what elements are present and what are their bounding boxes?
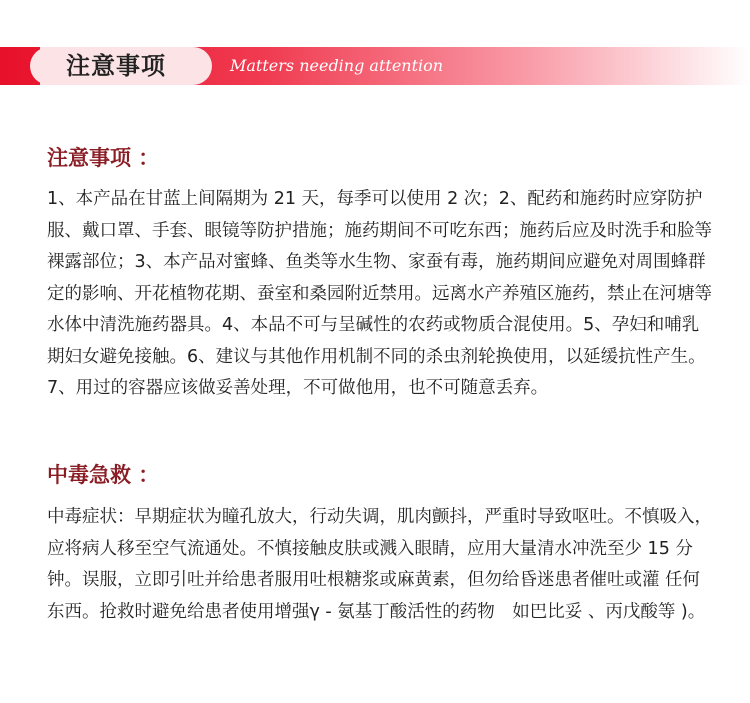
first-aid-heading: 中毒急救 ： — [47, 463, 160, 487]
section-banner — [0, 47, 750, 85]
banner-title: 注意事项 — [66, 52, 166, 80]
precautions-text: 1、本产品在甘蓝上间隔期为 21 天，每季可以使用 2 次；2、配药和施药时应穿防护服、戴口罩、手套、眼镜等防护措施；施药期间不可吃东西；施药后应及时洗手和脸等裸露部位；3、本产品对蜜蜂、鱼类等水生物、家蚕有毒，施药期间应避免对周围蜂群定的影响、开花植物花期、蚕室和桑园附近禁用。远离水产养殖区施药，禁止在河塘等水体中清洗施药器具。4、本品不可与呈碱性的农药或物质合混使用。5、孕妇和哺乳期妇女避免接触。6、建议与其他作用机制不同的杀虫剂轮换使用，以延缓抗性产生。7、用过的容器应该做妥善处理，不可做他用，也不可随意丢弃。 — [47, 189, 712, 398]
precautions-heading: 注意事项 ： — [47, 146, 160, 170]
first-aid-text: 中毒症状：早期症状为瞳孔放大，行动失调，肌肉颤抖，严重时导致呕吐。不慎吸入，应将病人移至空气流通处。不慎接触皮肤或溅入眼睛，应用大量清水冲洗至少 15 分钟。误服，立即引吐并给患者服用吐根糖浆或麻黄素，但勿给昏迷患者催吐或灌 任何东西。抢救时避免给患者使用增强γ - 氨基丁酸活性的药物 如巴比妥 、丙戊酸等 )。 — [47, 507, 712, 622]
banner-subtitle: Matters needing attention — [230, 56, 444, 75]
